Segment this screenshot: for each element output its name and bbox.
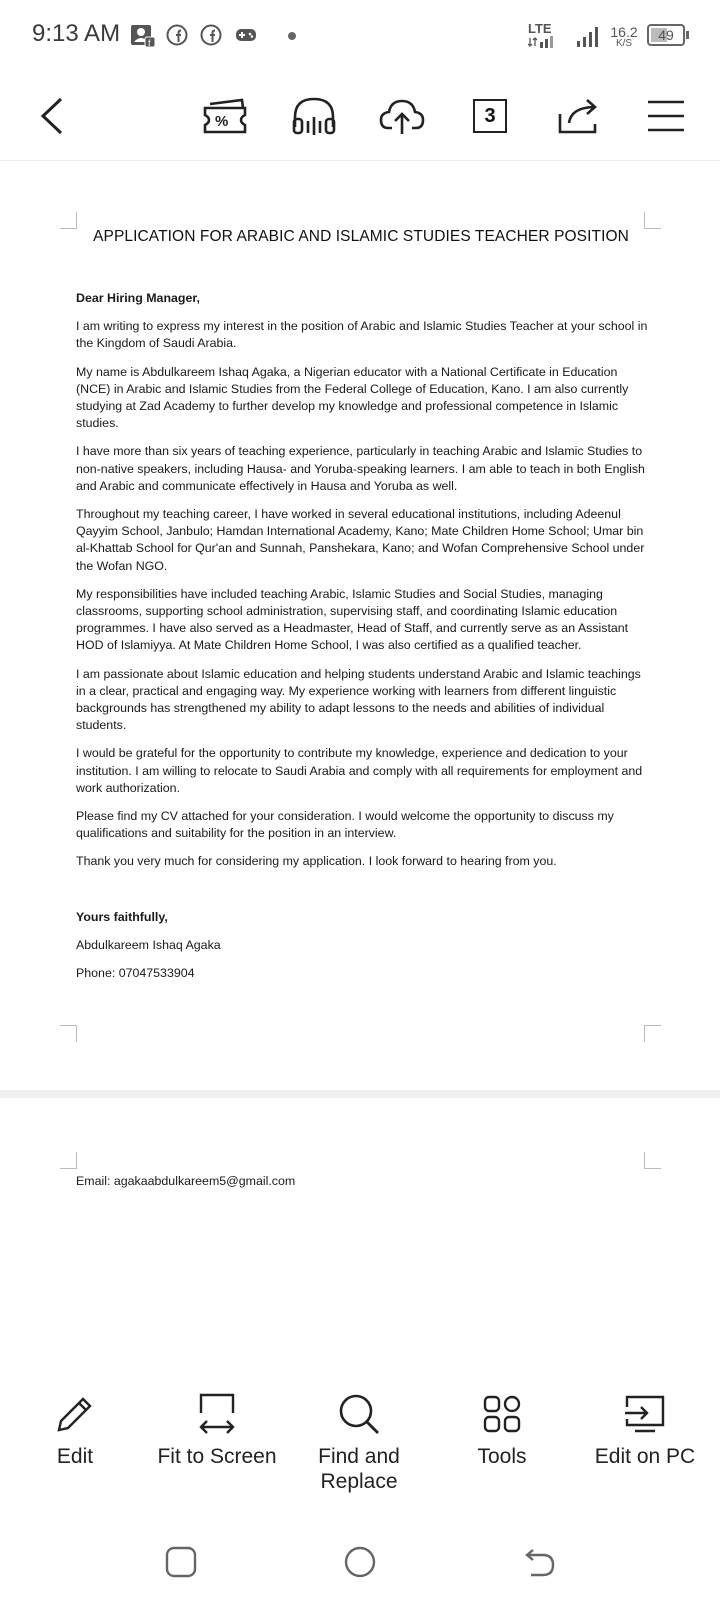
document-page <box>56 1150 666 1300</box>
tools-grid-icon <box>482 1394 522 1434</box>
find-and-replace-button[interactable] <box>289 1390 429 1494</box>
page-corner-mark <box>60 1025 77 1042</box>
net-speed-value: 16.2 <box>610 24 638 40</box>
paragraph: Throughout my teaching career, I have worked in several educational institutions, including Adeenul Qayyim School, Janbulo; Hamdan International Academy, Kano; Mate Children Home School; Umar bin al-Khattab School for Qur'an and Sunnah, Panshekara, Kano; and Wofan Comprehensive School under the Wofan NGO. <box>76 507 645 573</box>
share-icon <box>557 96 601 136</box>
edit-on-pc-icon <box>623 1395 667 1433</box>
paragraph: I am writing to express my interest in the position of Arabic and Islamic Studies Teacher at your school in the Kingdom of Saudi Arabia. <box>76 319 648 351</box>
salutation: Dear Hiring Manager, <box>76 291 200 305</box>
page-separator <box>0 1090 720 1098</box>
fit-to-screen-button[interactable] <box>147 1390 287 1469</box>
paragraph: My name is Abdulkareem Ishaq Agaka, a Nigerian educator with a National Certificate in Education (NCE) in Arabic and Islamic Studies from the Federal College of Education, Kano. I am also currently studying at Zad Academy to further develop my knowledge and professional competence in Islamic studies. <box>76 364 629 431</box>
paragraph: I have more than six years of teaching experience, particularly in teaching Arabic and Islamic Studies to non-native speakers, including Hausa- and Yoruba-speaking learners. I am able to teach in both English and Arabic and communicate effectively in Hausa and Yoruba as well. <box>76 444 645 493</box>
share-button[interactable] <box>551 80 607 152</box>
upload-button[interactable] <box>374 80 430 152</box>
gamepad-icon <box>235 27 259 43</box>
recents-icon[interactable] <box>165 1546 197 1578</box>
signal-icon <box>576 26 600 48</box>
back-icon[interactable] <box>523 1546 557 1578</box>
svg-text:f: f <box>148 38 151 48</box>
document-title: APPLICATION FOR ARABIC AND ISLAMIC STUDIES TEACHER POSITION <box>93 228 629 245</box>
back-button[interactable] <box>24 80 80 152</box>
edit-on-pc-label: Edit on PC <box>594 1445 696 1468</box>
toolbar <box>0 80 720 160</box>
facebook-icon <box>166 24 188 46</box>
page-count-icon <box>473 99 507 133</box>
paragraph: My responsibilities have included teaching Arabic, Islamic Studies and Social Studies, managing classrooms, supporting school administration, supervising staff, and coordinating Islamic education programmes. I have also served as a Headmaster, Head of Staff, and currently serve as an Assistant HOD of Islamiyya. At Mate Children Home School, I was also certified as a qualified teacher. <box>76 586 629 653</box>
page-count: 3 <box>484 104 496 127</box>
paragraph: Please find my CV attached for your consideration. I would welcome the opportunity to discuss my qualifications and suitability for the position in an interview. <box>76 809 614 841</box>
tools-button[interactable] <box>432 1390 572 1469</box>
pencil-icon <box>55 1394 95 1434</box>
battery-indicator <box>647 24 685 46</box>
email-address: Email: agakaabdulkareem5@gmail.com <box>76 1174 296 1188</box>
net-speed-unit: K/S <box>615 38 633 49</box>
page-corner-mark <box>60 1152 77 1169</box>
phone-number: Phone: 07047533904 <box>76 966 195 981</box>
promo-button[interactable] <box>197 80 253 152</box>
home-icon[interactable] <box>344 1546 376 1578</box>
fit-to-screen-label: Fit to Screen <box>157 1445 277 1468</box>
edit-button[interactable] <box>5 1390 145 1469</box>
paragraph: I would be grateful for the opportunity to contribute my knowledge, experience and dedication to your institution. I am willing to relocate to Saudi Arabia and comply with all requirements for employment and work authorization. <box>76 746 643 795</box>
signal-icon <box>528 36 564 48</box>
paragraph: Thank you very much for considering my application. I look forward to hearing from you. <box>76 854 557 869</box>
network-type: LTE <box>528 21 552 36</box>
tools-label: Tools <box>477 1445 527 1468</box>
status-time: 9:13 AM <box>32 20 121 47</box>
contact-card-icon <box>130 24 156 48</box>
bottom-toolbar <box>0 1390 720 1510</box>
menu-icon <box>647 99 685 133</box>
page-corner-mark <box>60 212 77 229</box>
page-corner-mark <box>644 212 661 229</box>
document-page <box>56 200 666 1045</box>
paragraph: I am passionate about Islamic education and helping students understand Arabic and Islamic teachings in a clear, practical and engaging way. My experience working with learners from different linguistic backgrounds has strengthened my ability to adapt lessons to the needs and abilities of individual students. <box>76 666 641 733</box>
chevron-left-icon <box>37 96 67 136</box>
toolbar-divider <box>0 160 720 161</box>
battery-level: 49 <box>658 27 674 43</box>
status-bar <box>0 0 720 72</box>
signature-name: Abdulkareem Ishaq Agaka <box>76 937 221 952</box>
page-corner-mark <box>644 1025 661 1042</box>
page-corner-mark <box>644 1152 661 1169</box>
dot-icon <box>287 31 297 41</box>
promo-ticket-icon <box>202 96 248 136</box>
cloud-upload-icon <box>379 96 425 136</box>
edit-on-pc-button[interactable] <box>575 1390 715 1469</box>
facebook-icon <box>200 24 222 46</box>
page-count-button[interactable] <box>462 80 518 152</box>
closing: Yours faithfully, <box>76 909 168 924</box>
edit-label: Edit <box>56 1445 94 1468</box>
menu-button[interactable] <box>638 80 694 152</box>
fit-to-screen-icon <box>197 1393 237 1435</box>
headphones-icon <box>291 95 337 137</box>
system-nav-bar <box>0 1540 720 1612</box>
document-body <box>76 290 648 993</box>
read-aloud-button[interactable] <box>286 80 342 152</box>
search-icon <box>337 1392 381 1436</box>
net-speed <box>606 25 642 49</box>
svg-text:%: % <box>215 113 229 130</box>
find-and-replace-label: Find and Replace <box>318 1445 400 1493</box>
